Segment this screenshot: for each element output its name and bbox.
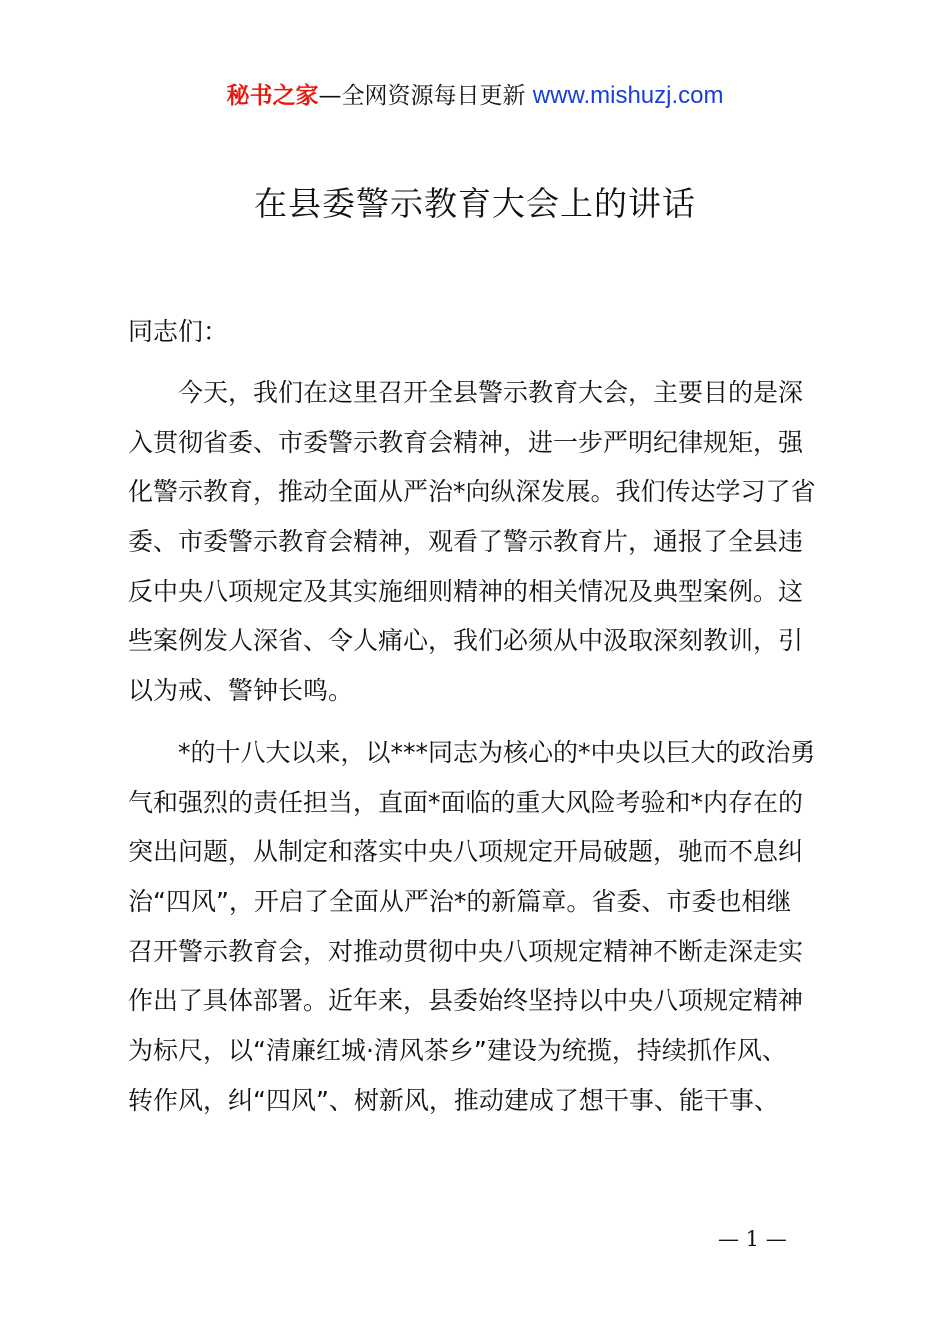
paragraph-line: 召开警示教育会，对推动贯彻中央八项规定精神不断走深走实 (128, 936, 804, 966)
paragraph-2 (128, 728, 838, 1126)
paragraph-line: 为标尺，以“清廉红城·清风茶乡”建设为统揽，持续抓作风、 (128, 1036, 787, 1066)
paragraph-line: 入贯彻省委、市委警示教育会精神，进一步严明纪律规矩，强 (128, 427, 804, 457)
header-slogan: —全网资源每日更新 (318, 83, 533, 109)
paragraph-line: *的十八大以来，以***同志为核心的*中央以巨大的政治勇 (128, 738, 816, 767)
site-header (0, 80, 950, 112)
page-number: — 1 — (718, 1227, 787, 1251)
paragraph-line: 今天，我们在这里召开全县警示教育大会，主要目的是深 (128, 378, 804, 407)
document-title: 在县委警示教育大会上的讲话 (254, 184, 696, 223)
paragraph-line: 些案例发人深省、令人痛心，我们必须从中汲取深刻教训，引 (128, 626, 804, 656)
paragraph-line: 以为戒、警钟长鸣。 (128, 676, 354, 706)
paragraph-1 (128, 368, 838, 716)
paragraph-line: 突出问题，从制定和落实中央八项规定开局破题，驰而不息纠 (128, 837, 804, 867)
greeting: 同志们： (128, 317, 229, 346)
paragraph-line: 转作风，纠“四风”、树新风，推动建成了想干事、能干事、 (128, 1085, 779, 1115)
site-url[interactable]: www.mishuzj.com (532, 82, 724, 109)
paragraph-line: 反中央八项规定及其实施细则精神的相关情况及典型案例。这 (128, 576, 804, 606)
brand-name: 秘书之家 (226, 83, 319, 109)
paragraph-line: 气和强烈的责任担当，直面*面临的重大风险考验和*内存在的 (128, 787, 804, 817)
paragraph-line: 治“四风”，开启了全面从严治*的新篇章。省委、市委也相继 (128, 887, 792, 917)
paragraph-line: 作出了具体部署。近年来，县委始终坚持以中央八项规定精神 (128, 986, 804, 1016)
paragraph-line: 委、市委警示教育会精神，观看了警示教育片，通报了全县违 (128, 527, 804, 557)
paragraph-line: 化警示教育，推动全面从严治*向纵深发展。我们传达学习了省 (128, 477, 816, 507)
